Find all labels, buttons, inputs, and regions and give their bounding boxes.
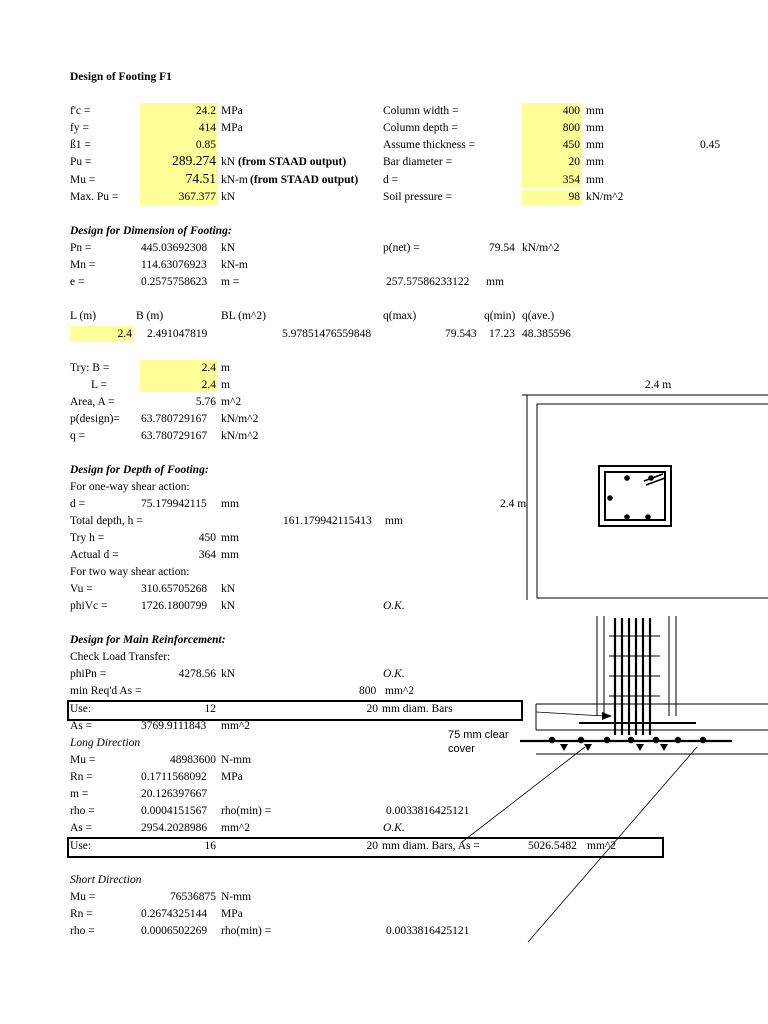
short-mu-unit: N-mm <box>221 891 252 903</box>
leader-lines <box>462 747 697 942</box>
long-rn-label: Rn = <box>70 771 93 783</box>
two-way-shear-label: For two way shear action: <box>70 566 190 578</box>
long-rhomin-label: rho(min) = <box>221 805 272 817</box>
as-unit: mm^2 <box>221 720 251 732</box>
page-title: Design of Footing F1 <box>70 71 172 83</box>
try-l-unit: m <box>221 379 230 391</box>
phivc-unit: kN <box>221 600 236 612</box>
min-as-label: min Req'd As = <box>70 685 142 697</box>
long-mu-label: Mu = <box>70 754 96 766</box>
main-reinforcement-heading: Design for Main Reinforcement: <box>70 634 226 646</box>
mu-value[interactable]: 74.51 <box>185 171 216 186</box>
row-qave-value: 48.385596 <box>522 328 571 340</box>
short-rhomin-label: rho(min) = <box>221 925 272 937</box>
clear-cover-label-line1: 75 mm clear <box>448 729 509 741</box>
pn-unit: kN <box>221 242 236 254</box>
q-value: 63.780729167 <box>141 430 208 442</box>
soil-pressure-unit: kN/m^2 <box>586 191 624 203</box>
use2-count: 16 <box>204 840 216 852</box>
long-direction-heading: Long Direction <box>70 737 141 749</box>
pu-value[interactable]: 289.274 <box>172 153 216 168</box>
depth-d-unit: mm <box>221 498 239 510</box>
pn-value: 445.03692308 <box>141 242 208 254</box>
row-qmax-value: 79.543 <box>445 328 477 340</box>
use1-diameter: 20 <box>366 703 378 715</box>
fy-value[interactable]: 414 <box>198 122 216 134</box>
long-rho-value: 0.0004151567 <box>141 805 208 817</box>
phivc-check: O.K. <box>383 600 405 612</box>
total-depth-label: Total depth, h = <box>70 515 143 527</box>
e-label: e = <box>70 276 85 288</box>
thickness-metres: 0.45 <box>700 139 721 151</box>
col-header-bl: BL (m^2) <box>221 310 266 322</box>
soil-pressure-label: Soil pressure = <box>383 191 453 203</box>
try-h-value: 450 <box>198 532 216 544</box>
mu-unit: kN-m <box>221 174 248 186</box>
pu-note: (from STAAD output) <box>238 156 347 168</box>
as-label: As = <box>70 720 93 732</box>
beta1-value[interactable]: 0.85 <box>195 139 216 151</box>
clear-cover-label-line2: cover <box>448 743 475 755</box>
area-unit: m^2 <box>221 396 242 408</box>
one-way-shear-label: For one-way shear action: <box>70 481 190 493</box>
min-as-value: 800 <box>359 685 377 697</box>
long-mu-unit: N-mm <box>221 754 252 766</box>
phipn-check: O.K. <box>383 668 405 680</box>
row-qmin-value: 17.23 <box>489 328 515 340</box>
section-view <box>520 616 768 754</box>
long-as-label: As = <box>70 822 93 834</box>
pnet-unit: kN/m^2 <box>522 242 560 254</box>
column-width-unit: mm <box>586 105 604 117</box>
mn-unit: kN-m <box>221 259 248 271</box>
column-depth-unit: mm <box>586 122 604 134</box>
e-unit: m = <box>221 276 240 288</box>
try-l-value[interactable]: 2.4 <box>201 379 216 391</box>
col-header-qave: q(ave.) <box>522 310 555 322</box>
long-rn-value: 0.1711568092 <box>141 771 207 783</box>
pnet-value: 79.54 <box>489 242 515 254</box>
phivc-label: phiVc = <box>70 600 108 612</box>
short-rhomin-value: 0.0033816425121 <box>386 925 470 937</box>
mn-label: Mn = <box>70 259 96 271</box>
fy-unit: MPa <box>221 122 243 134</box>
use1-label: Use: <box>70 703 92 715</box>
beta1-label: ß1 = <box>70 139 91 151</box>
vu-value: 310.65705268 <box>141 583 208 595</box>
e-mm-value: 257.57586233122 <box>386 276 470 288</box>
long-m-label: m = <box>70 788 89 800</box>
depth-heading: Design for Depth of Footing: <box>70 464 209 476</box>
try-h-unit: mm <box>221 532 239 544</box>
p-design-unit: kN/m^2 <box>221 413 259 425</box>
pu-label: Pu = <box>70 156 92 168</box>
soil-pressure-value[interactable]: 98 <box>568 191 580 203</box>
mu-label: Mu = <box>70 174 96 186</box>
max-pu-label: Max. Pu = <box>70 191 119 203</box>
vu-unit: kN <box>221 583 236 595</box>
short-direction-heading: Short Direction <box>70 874 142 886</box>
dimension-heading: Design for Dimension of Footing: <box>70 225 232 237</box>
short-rho-label: rho = <box>70 925 95 937</box>
min-as-unit: mm^2 <box>385 685 415 697</box>
pn-label: Pn = <box>70 242 92 254</box>
total-depth-value: 161.179942115413 <box>283 515 372 527</box>
mn-value: 114.63076923 <box>141 259 207 271</box>
column-depth-value[interactable]: 800 <box>562 122 580 134</box>
use2-label: Use: <box>70 840 92 852</box>
plan-view <box>522 395 768 600</box>
plan-width-dimension: 2.4 m <box>645 379 672 391</box>
try-b-value[interactable]: 2.4 <box>201 362 216 374</box>
p-design-label: p(design)= <box>70 413 120 425</box>
bar-diameter-unit: mm <box>586 156 604 168</box>
actual-d-label: Actual d = <box>70 549 119 561</box>
q-unit: kN/m^2 <box>221 430 259 442</box>
use2-text: mm diam. Bars, As = <box>382 840 480 852</box>
long-as-unit: mm^2 <box>221 822 251 834</box>
row-l-value[interactable]: 2.4 <box>117 328 132 340</box>
use1-count: 12 <box>204 703 216 715</box>
col-header-l: L (m) <box>70 310 97 322</box>
plan-height-dimension: 2.4 m <box>500 498 527 510</box>
col-header-b: B (m) <box>136 310 164 322</box>
phipn-value: 4278.56 <box>178 668 216 680</box>
p-design-value: 63.780729167 <box>141 413 208 425</box>
pnet-label: p(net) = <box>383 242 420 254</box>
short-rn-value: 0.2674325144 <box>141 908 208 920</box>
depth-d-value: 75.179942115 <box>141 498 207 510</box>
d-value[interactable]: 354 <box>562 174 580 186</box>
try-b-unit: m <box>221 362 230 374</box>
thickness-unit: mm <box>586 139 604 151</box>
fc-value[interactable]: 24.2 <box>195 105 216 117</box>
depth-d-label: d = <box>70 498 86 510</box>
mu-note: (from STAAD output) <box>250 174 359 186</box>
short-rn-label: Rn = <box>70 908 93 920</box>
actual-d-value: 364 <box>198 549 216 561</box>
check-load-transfer-label: Check Load Transfer: <box>70 651 171 663</box>
column-width-label: Column width = <box>383 105 459 117</box>
phipn-label: phiPn = <box>70 668 107 680</box>
fc-label: f'c = <box>70 105 91 117</box>
d-unit: mm <box>586 174 604 186</box>
area-value: 5.76 <box>195 396 216 408</box>
bar-diameter-label: Bar diameter = <box>383 156 453 168</box>
use2-as-unit: mm^2 <box>587 840 617 852</box>
as-value: 3769.9111843 <box>141 720 207 732</box>
use2-diameter: 20 <box>366 840 378 852</box>
long-mu-value: 48983600 <box>170 754 216 766</box>
fc-unit: MPa <box>221 105 243 117</box>
try-b-label: Try: B = <box>70 362 110 374</box>
col-header-qmax: q(max) <box>383 310 417 322</box>
long-as-value: 2954.2028986 <box>141 822 208 834</box>
column-width-value[interactable]: 400 <box>562 105 580 117</box>
use1-text: mm diam. Bars <box>382 703 453 715</box>
e-value: 0.2575758623 <box>141 276 208 288</box>
long-rho-label: rho = <box>70 805 95 817</box>
pu-unit: kN <box>221 156 236 168</box>
fy-label: fy = <box>70 122 89 134</box>
long-m-value: 20.126397667 <box>141 788 208 800</box>
col-header-qmin: q(min) <box>484 310 516 322</box>
try-l-label: L = <box>91 379 107 391</box>
vu-label: Vu = <box>70 583 93 595</box>
max-pu-value[interactable]: 367.377 <box>178 191 216 203</box>
thickness-label: Assume thickness = <box>383 139 476 151</box>
phipn-unit: kN <box>221 668 236 680</box>
use2-as-value: 5026.5482 <box>528 840 577 852</box>
long-as-check: O.K. <box>383 822 405 834</box>
row-bl-value: 5.97851476559848 <box>282 328 372 340</box>
long-rn-unit: MPa <box>221 771 243 783</box>
long-rhomin-value: 0.0033816425121 <box>386 805 470 817</box>
short-mu-label: Mu = <box>70 891 96 903</box>
e-mm-unit: mm <box>486 276 504 288</box>
thickness-value[interactable]: 450 <box>562 139 580 151</box>
d-label: d = <box>383 174 399 186</box>
column-depth-label: Column depth = <box>383 122 458 134</box>
q-label: q = <box>70 430 86 442</box>
actual-d-unit: mm <box>221 549 239 561</box>
max-pu-unit: kN <box>221 191 236 203</box>
short-rn-unit: MPa <box>221 908 243 920</box>
bar-diameter-value[interactable]: 20 <box>568 156 580 168</box>
total-depth-unit: mm <box>385 515 403 527</box>
phivc-value: 1726.1800799 <box>141 600 208 612</box>
short-rho-value: 0.0006502269 <box>141 925 208 937</box>
try-h-label: Try h = <box>70 532 105 544</box>
row-b-value: 2.491047819 <box>147 328 208 340</box>
short-mu-value: 76536875 <box>170 891 216 903</box>
area-label: Area, A = <box>70 396 115 408</box>
